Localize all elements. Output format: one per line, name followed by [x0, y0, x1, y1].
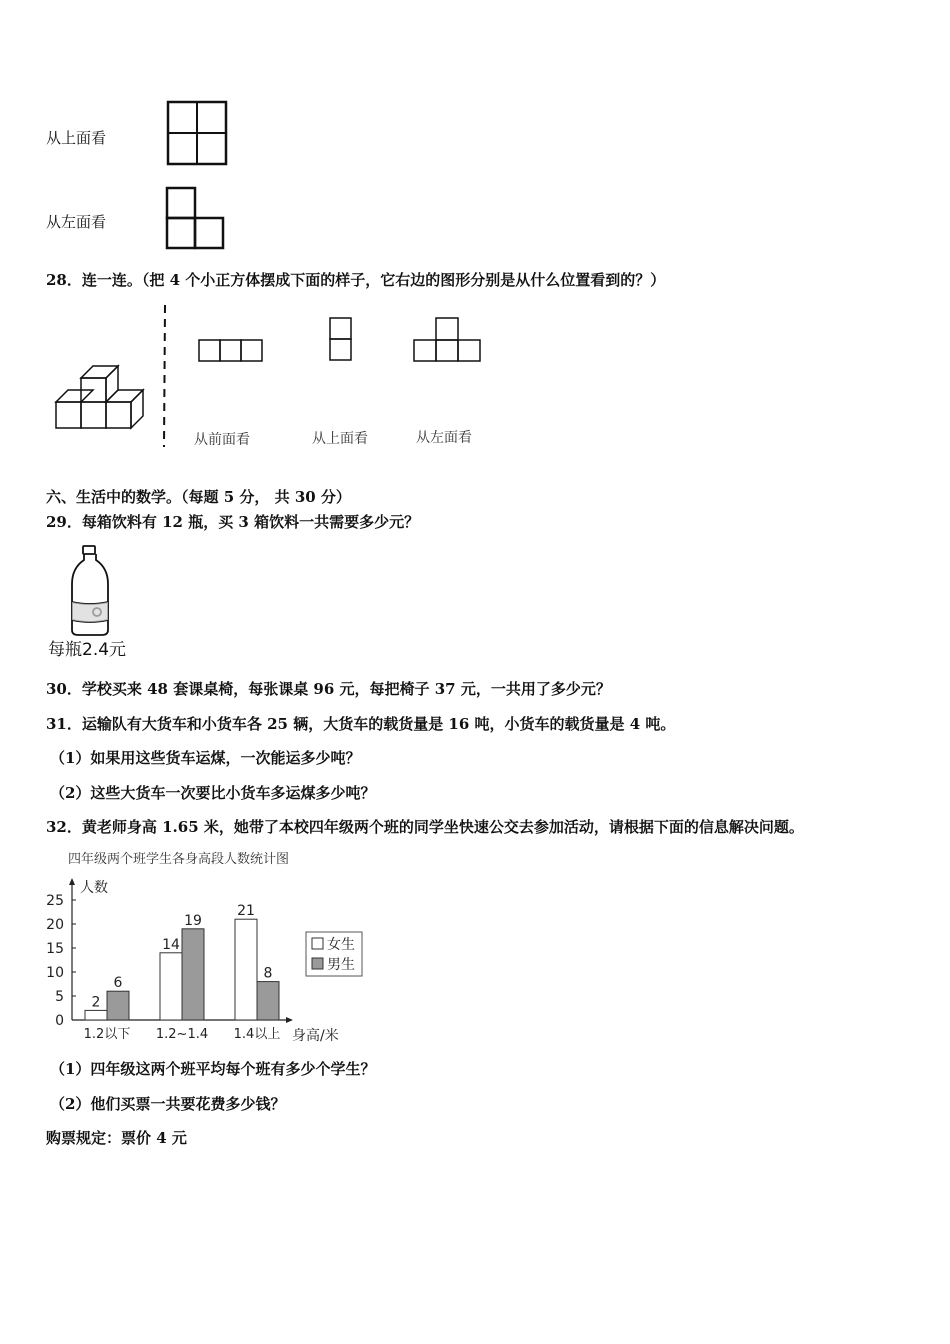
ticket-rule: 购票规定：票价 4 元	[46, 1129, 187, 1147]
y-tick-label: 15	[46, 941, 64, 957]
bar-boys	[107, 991, 129, 1020]
view-label-top: 从上面看	[312, 431, 368, 447]
legend-label: 男生	[327, 957, 355, 973]
x-tick-label: 1.2~1.4	[155, 1027, 209, 1042]
y-tick-label: 0	[55, 1013, 64, 1029]
left-view-label: 从左面看	[46, 213, 107, 231]
view-label-left: 从左面看	[416, 430, 472, 446]
q30-text: 30．学校买来 48 套课桌椅，每张课桌 96 元，每把椅子 37 元，一共用了多少元？	[46, 680, 611, 698]
bar-value-label: 19	[184, 912, 202, 929]
chart-title: 四年级两个班学生各身高段人数统计图	[68, 852, 290, 867]
cube-stack-figure	[48, 360, 154, 436]
view-label-front: 从前面看	[194, 432, 250, 448]
height-bar-chart	[40, 845, 380, 1045]
y-axis-arrow	[69, 878, 75, 885]
bottle-icon	[64, 544, 116, 638]
x-tick-label: 1.4以上	[233, 1027, 281, 1042]
bottle-price-label: 每瓶2.4元	[48, 640, 127, 660]
bar-girls	[235, 919, 257, 1020]
q31-sub2: （2）这些大货车一次要比小货车多运煤多少吨？	[50, 784, 376, 802]
bar-value-label: 21	[237, 903, 255, 920]
top-view-label: 从上面看	[46, 129, 107, 147]
q31-text: 31．运输队有大货车和小货车各 25 辆，大货车的载货量是 16 吨，小货车的载货量是 4 吨。	[46, 715, 676, 733]
legend-swatch	[312, 958, 323, 969]
dashed-divider	[160, 303, 170, 449]
q29-text: 29．每箱饮料有 12 瓶，买 3 箱饮料一共需要多少元？	[46, 513, 420, 531]
top-view-figure	[160, 98, 232, 170]
y-tick-label: 25	[46, 893, 64, 909]
front-view-shape	[196, 336, 268, 366]
legend-swatch	[312, 938, 323, 949]
bar-value-label: 8	[263, 965, 273, 982]
x-axis-arrow	[286, 1017, 293, 1023]
x-axis-label: 身高/米	[292, 1028, 339, 1044]
bar-boys	[182, 929, 204, 1020]
q32-text: 32．黄老师身高 1.65 米，她带了本校四年级两个班的同学坐快速公交去参加活动，请根据下面的信息解决问题。	[46, 818, 804, 836]
y-tick-label: 10	[46, 965, 64, 981]
y-tick-label: 20	[46, 917, 64, 933]
section6-heading: 六、生活中的数学。（每题 5 分， 共 30 分）	[46, 488, 351, 506]
y-axis-label: 人数	[80, 880, 108, 896]
left-view-figure	[160, 184, 232, 256]
y-tick-label: 5	[55, 989, 64, 1005]
x-tick-label: 1.2以下	[83, 1027, 131, 1042]
bar-value-label: 6	[113, 975, 123, 992]
q32-sub2: （2）他们买票一共要花费多少钱？	[50, 1095, 286, 1113]
top-view-shape	[326, 314, 358, 366]
q31-sub1: （1）如果用这些货车运煤，一次能运多少吨？	[50, 749, 361, 767]
bar-girls	[160, 953, 182, 1020]
left-view-shape	[412, 314, 484, 366]
legend-label: 女生	[327, 937, 355, 953]
bar-value-label: 2	[91, 994, 101, 1011]
bar-value-label: 14	[162, 936, 180, 953]
bar-boys	[257, 982, 279, 1020]
q32-sub1: （1）四年级这两个班平均每个班有多少个学生？	[50, 1060, 376, 1078]
q28-text: 28．连一连。（把 4 个小正方体摆成下面的样子，它右边的图形分别是从什么位置看到的？）	[46, 271, 666, 289]
bar-girls	[85, 1010, 107, 1020]
